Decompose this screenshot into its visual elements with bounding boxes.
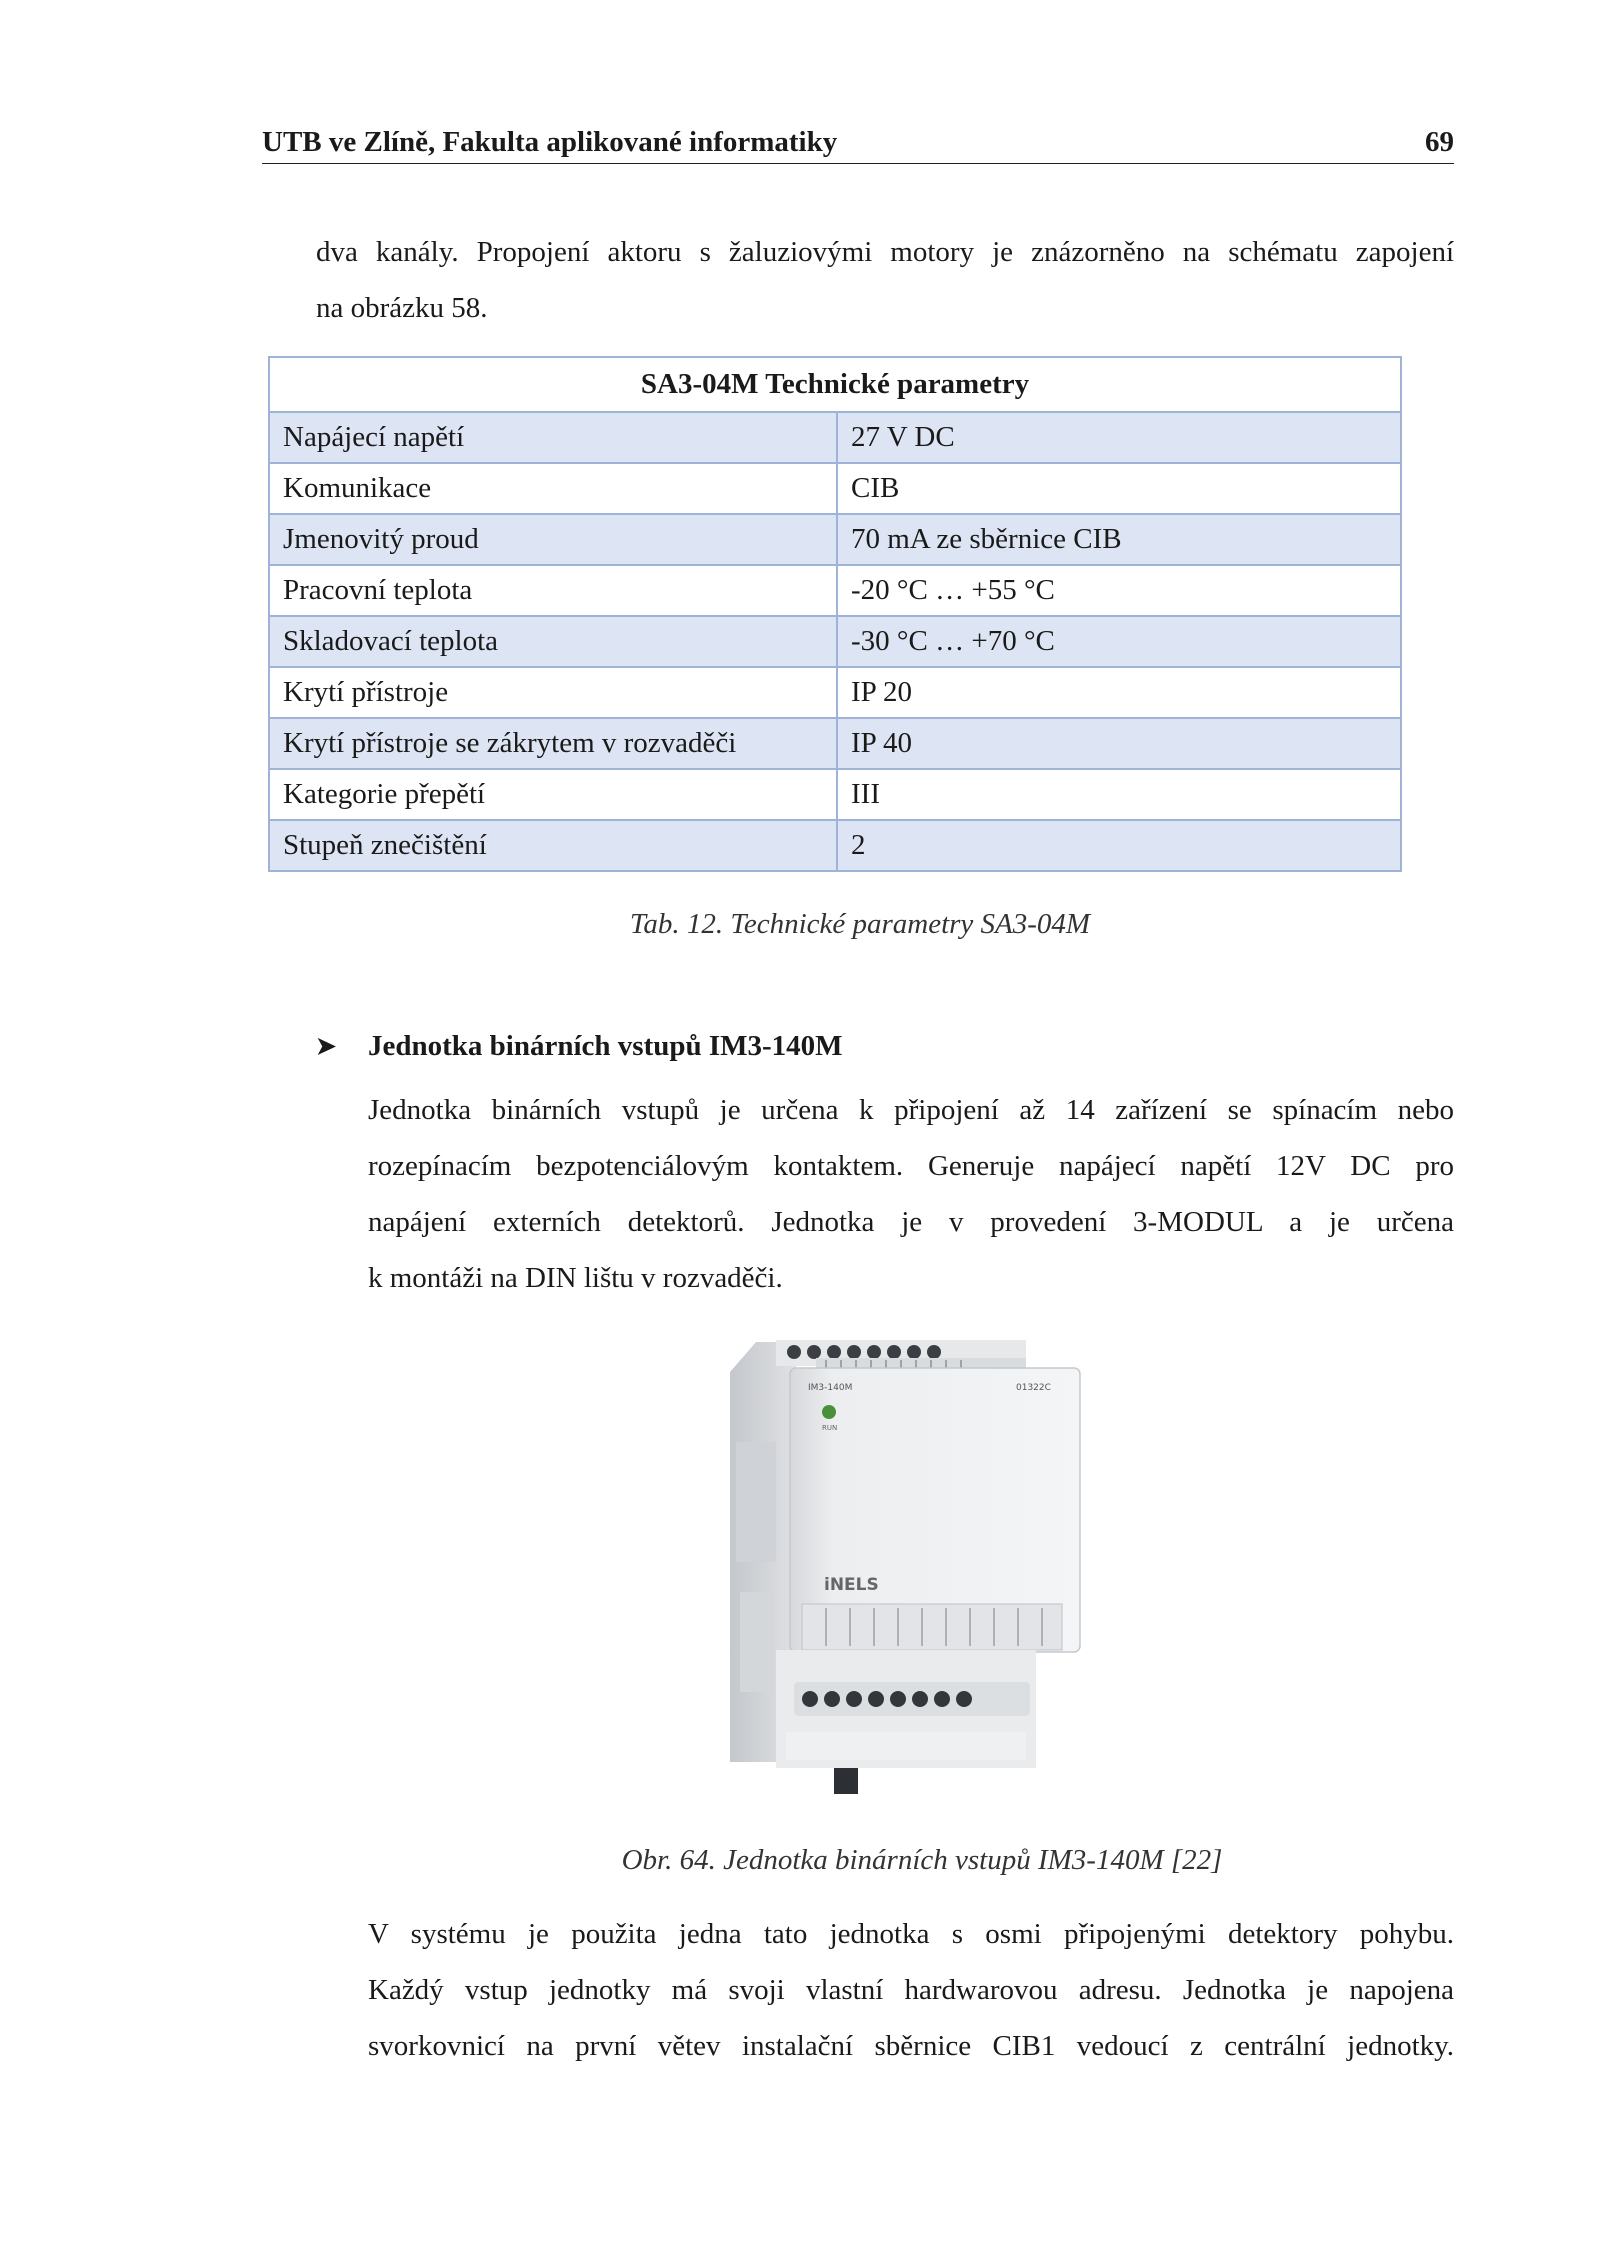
page-number: 69 [1425, 126, 1454, 158]
paragraph-line: svorkovnicí na první větev instalační sběrnice CIB1 vedoucí z centrální jednotky. [368, 2030, 1454, 2062]
device-code-label: 01322C [1016, 1383, 1051, 1393]
table-row [269, 514, 1401, 565]
parameter-label: Stupeň znečištění [269, 820, 837, 871]
closing-paragraph [368, 1906, 1454, 2074]
section-heading [316, 1030, 843, 1063]
parameter-label: Krytí přístroje [269, 667, 837, 718]
parameter-value: 70 mA ze sběrnice CIB [837, 514, 1401, 565]
parameter-label: Krytí přístroje se zákrytem v rozvaděči [269, 718, 837, 769]
paragraph-line: k montáži na DIN lištu v rozvaděči. [368, 1262, 783, 1294]
parameter-label: Komunikace [269, 463, 837, 514]
table-row [269, 565, 1401, 616]
paragraph-line: na obrázku 58. [316, 292, 488, 324]
header-title: UTB ve Zlíně, Fakulta aplikované informatiky [262, 126, 838, 158]
parameter-label: Pracovní teplota [269, 565, 837, 616]
table-row [269, 820, 1401, 871]
brand-logo: iNELS [824, 1575, 879, 1595]
parameter-value: III [837, 769, 1401, 820]
table-row [269, 769, 1401, 820]
paragraph-line: rozepínacím bezpotenciálovým kontaktem. Generuje napájecí napětí 12V DC pro [368, 1150, 1454, 1182]
table-caption: Tab. 12. Technické parametry SA3-04M [629, 908, 1091, 940]
parameter-value: -20 °C … +55 °C [837, 565, 1401, 616]
table-row [269, 463, 1401, 514]
table-row [269, 667, 1401, 718]
parameter-value: -30 °C … +70 °C [837, 616, 1401, 667]
intro-paragraph [316, 224, 1454, 336]
device-photo [716, 1332, 1116, 1808]
running-header [262, 120, 1454, 164]
technical-parameters-table [268, 356, 1402, 872]
parameter-label: Napájecí napětí [269, 412, 837, 463]
paragraph-line: dva kanály. Propojení aktoru s žaluziovými motory je znázorněno na schématu zapojení [316, 236, 1454, 268]
table-title: SA3-04M Technické parametry [269, 357, 1401, 412]
table-row [269, 616, 1401, 667]
parameter-value: 2 [837, 820, 1401, 871]
led-label: RUN [822, 1424, 838, 1432]
table-row [269, 412, 1401, 463]
parameter-value: IP 40 [837, 718, 1401, 769]
paragraph-line: napájení externích detektorů. Jednotka je v provedení 3-MODUL a je určena [368, 1206, 1454, 1238]
parameter-value: 27 V DC [837, 412, 1401, 463]
parameter-label: Kategorie přepětí [269, 769, 837, 820]
table-row [269, 718, 1401, 769]
run-led-icon [822, 1405, 836, 1419]
parameter-value: IP 20 [837, 667, 1401, 718]
arrow-bullet-icon: ➤ [316, 1034, 337, 1060]
figure-caption: Obr. 64. Jednotka binárních vstupů IM3-140M [22] [621, 1844, 1223, 1876]
parameter-value: CIB [837, 463, 1401, 514]
parameter-label: Skladovací teplota [269, 616, 837, 667]
paragraph-line: Jednotka binárních vstupů je určena k připojení až 14 zařízení se spínacím nebo [368, 1094, 1454, 1126]
section-heading-text: Jednotka binárních vstupů IM3-140M [368, 1030, 843, 1062]
parameter-label: Jmenovitý proud [269, 514, 837, 565]
paragraph-line: V systému je použita jedna tato jednotka s osmi připojenými detektory pohybu. [368, 1918, 1454, 1950]
paragraph-line: Každý vstup jednotky má svoji vlastní hardwarovou adresu. Jednotka je napojena [368, 1974, 1454, 2006]
device-model-label: IM3-140M [808, 1383, 853, 1393]
section-paragraph [368, 1082, 1454, 1306]
